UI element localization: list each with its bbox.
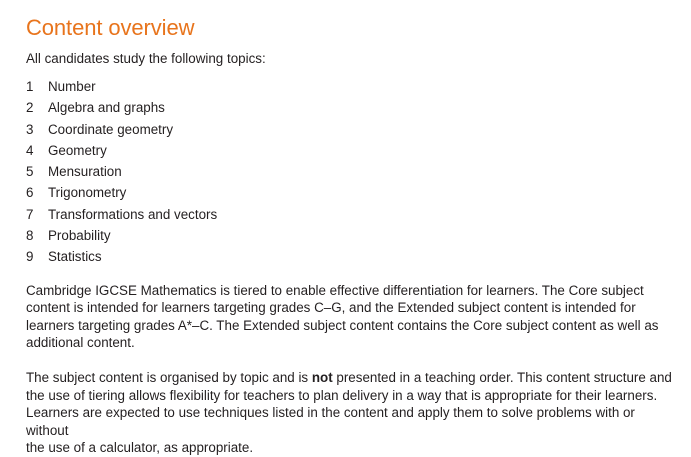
topic-number: 7 — [26, 206, 34, 222]
paragraph-line: Learners are expected to use techniques listed in the content and apply them to solve problems with or without — [26, 405, 635, 438]
topic-number: 5 — [26, 164, 34, 180]
topic-number: 3 — [26, 121, 34, 137]
topic-label: Mensuration — [48, 164, 122, 180]
topic-label: Statistics — [48, 249, 102, 265]
tiering-paragraph — [26, 282, 681, 352]
section-title: Content overview — [26, 15, 195, 40]
topic-label: Number — [48, 79, 96, 94]
topic-label: Geometry — [48, 142, 107, 158]
paragraph-text: presented in a teaching order. This content structure and — [332, 370, 672, 386]
structure-paragraph — [26, 369, 681, 457]
list-item — [26, 97, 681, 118]
list-item — [26, 119, 681, 140]
topic-number: 2 — [26, 100, 34, 116]
topic-label: Trigonometry — [48, 185, 127, 201]
topic-number: 1 — [26, 79, 34, 94]
paragraph-line: learners targeting grades A*–C. The Extended subject content contains the Core subject content as well as — [26, 317, 659, 333]
list-item — [26, 225, 681, 246]
content-overview-section — [26, 14, 681, 457]
topic-number: 9 — [26, 249, 34, 265]
list-item — [26, 140, 681, 161]
list-item — [26, 76, 681, 97]
paragraph-line: additional content. — [26, 335, 135, 351]
paragraph-line: Cambridge IGCSE Mathematics is tiered to enable effective differentiation for learners. The Core subject — [26, 282, 644, 298]
list-item — [26, 182, 681, 203]
topic-number: 8 — [26, 228, 34, 244]
topic-label: Probability — [48, 228, 111, 244]
emphasis-not: not — [311, 370, 333, 386]
list-item — [26, 204, 681, 225]
paragraph-line: the use of a calculator, as appropriate. — [26, 440, 254, 456]
topic-label: Algebra and graphs — [48, 100, 165, 116]
topic-number: 4 — [26, 142, 34, 158]
paragraph-line: content is intended for learners targeting grades C–G, and the Extended subject content is intended for — [26, 300, 636, 316]
topic-list — [26, 76, 681, 268]
topic-number: 6 — [26, 185, 34, 201]
topic-label: Transformations and vectors — [48, 206, 218, 222]
paragraph-line: the use of tiering allows flexibility for teachers to plan delivery in a way that is appropriate for their learners. — [26, 387, 658, 403]
topic-label: Coordinate geometry — [48, 121, 174, 137]
paragraph-text: The subject content is organised by topic and is — [26, 370, 312, 386]
list-item — [26, 246, 681, 267]
intro-text: All candidates study the following topics: — [26, 51, 266, 66]
list-item — [26, 161, 681, 182]
